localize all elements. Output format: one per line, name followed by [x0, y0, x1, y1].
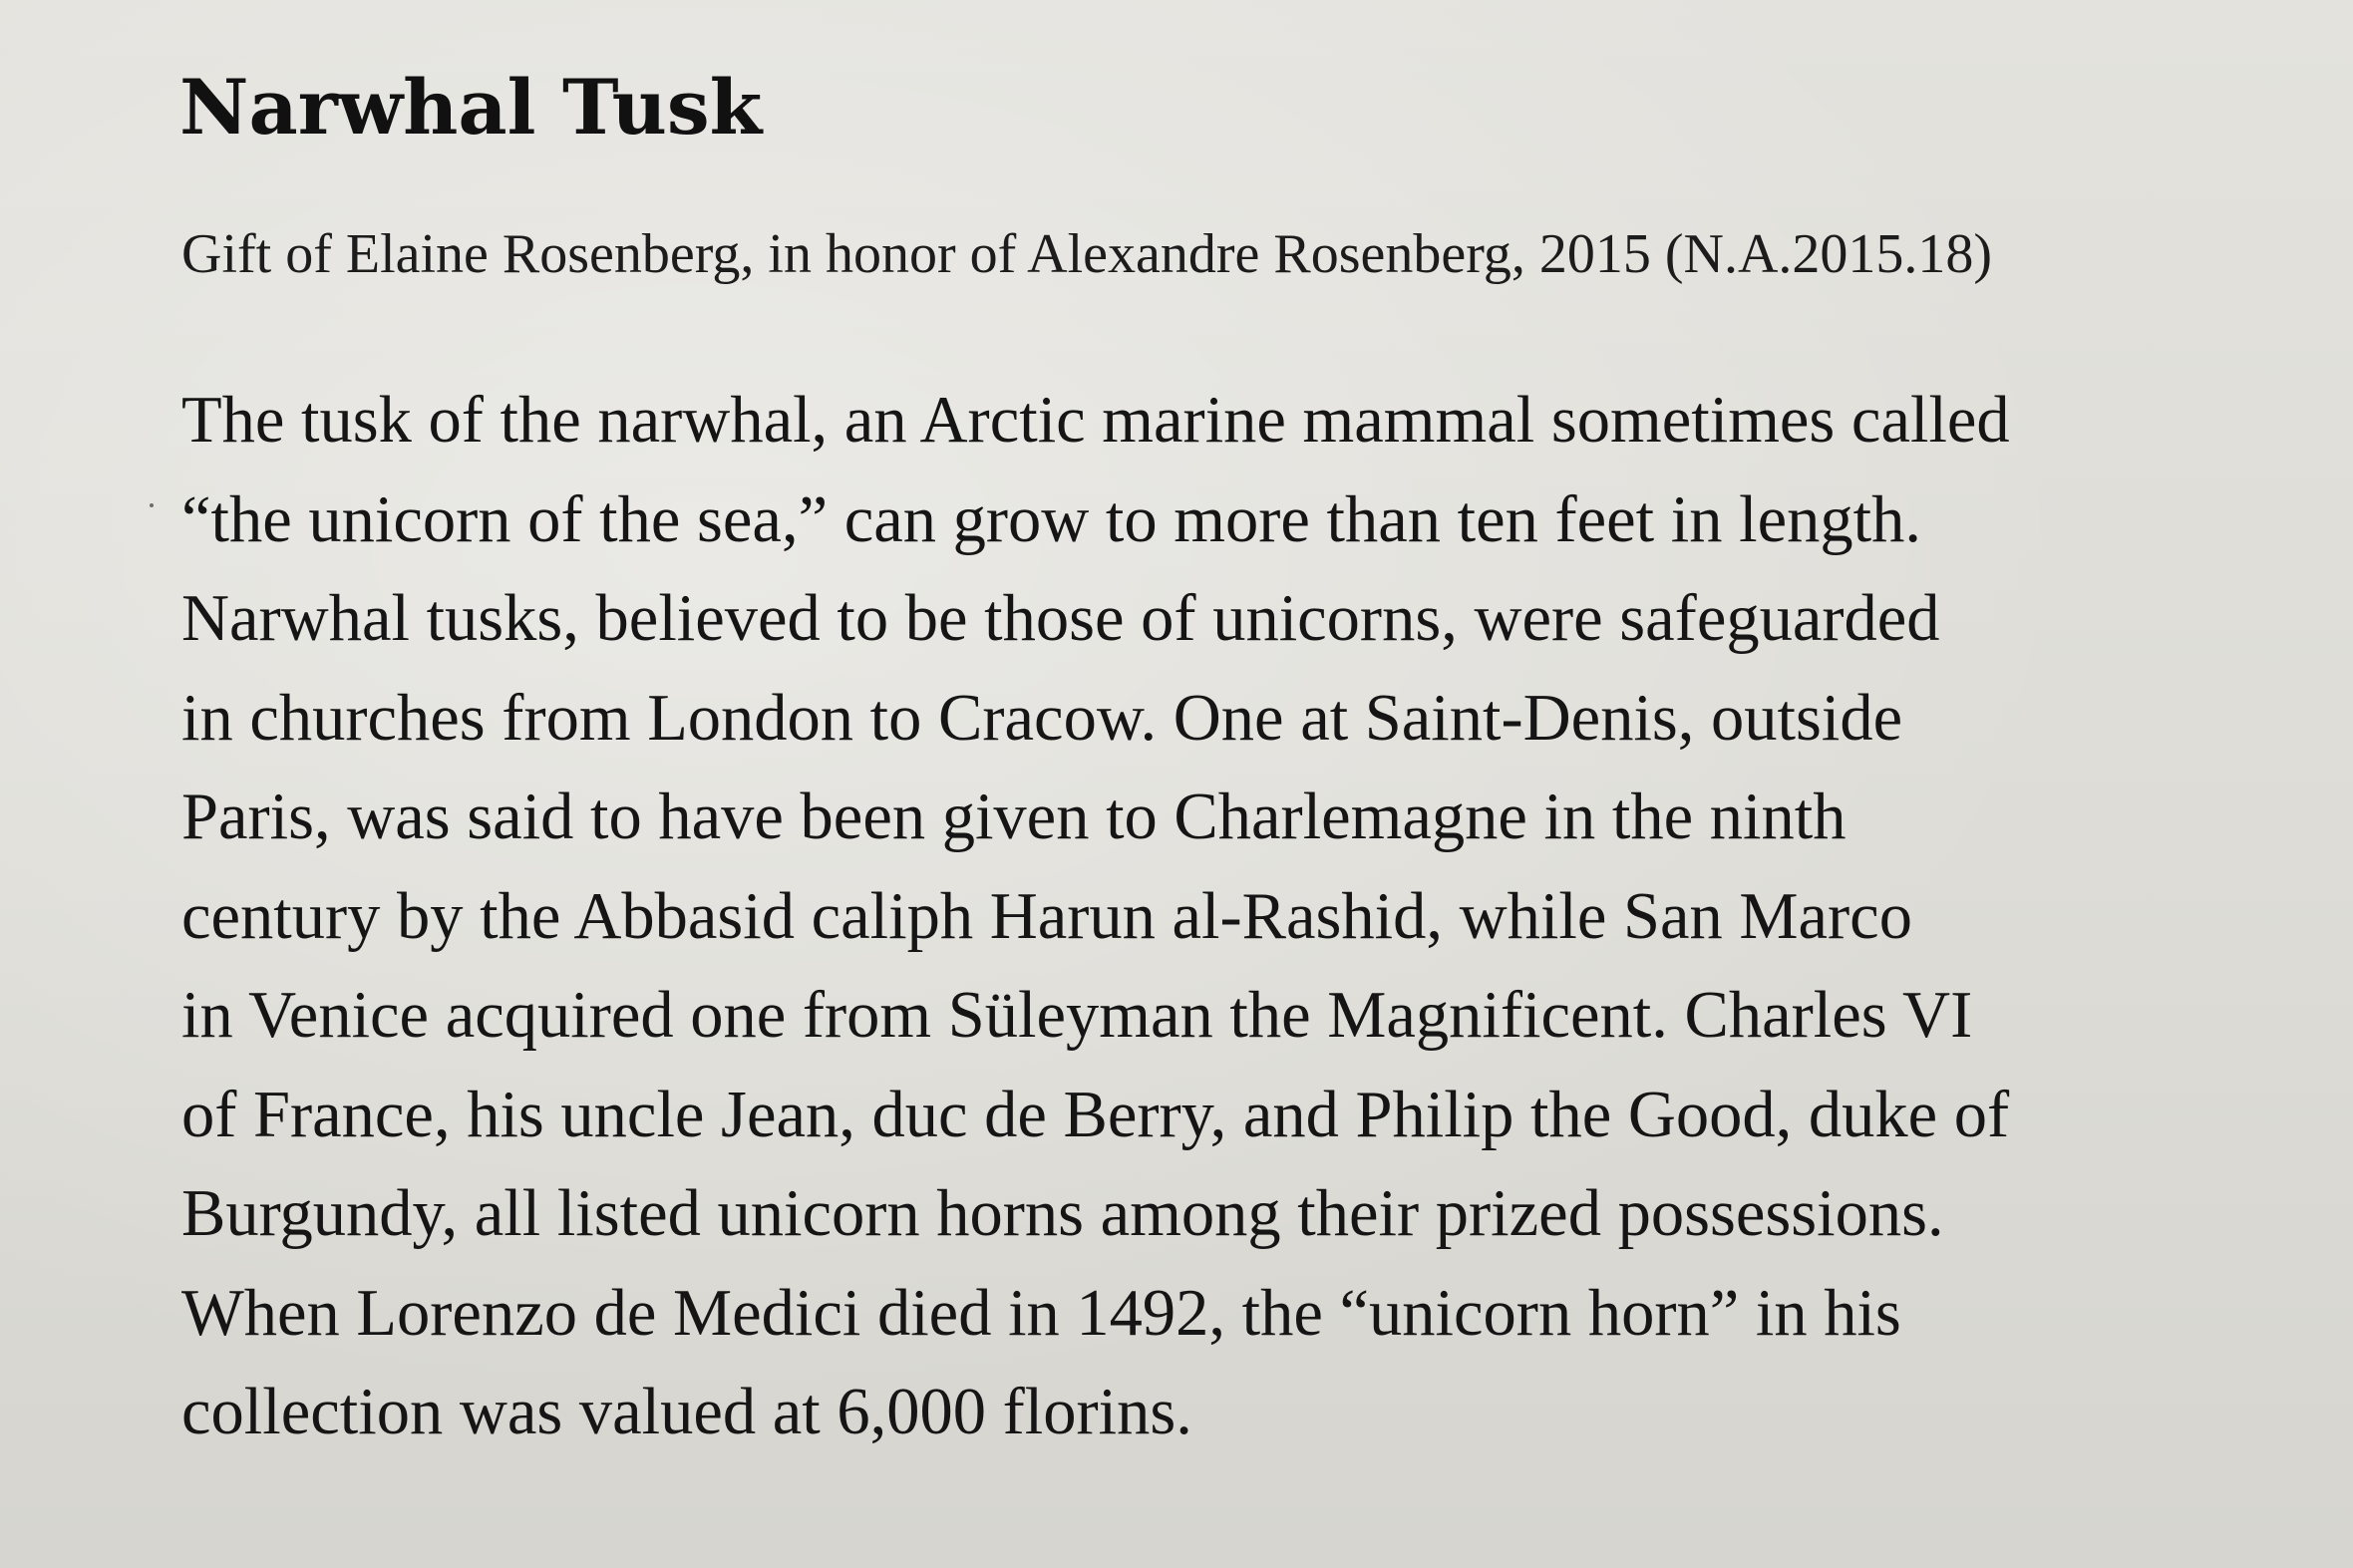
body-line: Burgundy, all listed unicorn horns among their prized possessions. [181, 1177, 1944, 1250]
label-body-text [181, 371, 2275, 1462]
credit-line: Gift of Elaine Rosenberg, in honor of Alexandre Rosenberg, 2015 (N.A.2015.18) [181, 223, 1993, 285]
body-line: in Venice acquired one from Süleyman the Magnificent. Charles VI [181, 979, 1973, 1052]
body-line: “the unicorn of the sea,” can grow to more than ten feet in length. [181, 482, 1921, 556]
dust-speck [150, 503, 154, 507]
body-line: Paris, was said to have been given to Charlemagne in the ninth [181, 781, 1847, 853]
body-line: The tusk of the narwhal, an Arctic marine mammal sometimes called [181, 384, 2010, 457]
body-line: in churches from London to Cracow. One at Saint-Denis, outside [181, 681, 1903, 755]
body-line: Narwhal tusks, believed to be those of unicorns, were safeguarded [181, 582, 1940, 655]
label-title: Narwhal Tusk [179, 63, 763, 152]
body-line: of France, his uncle Jean, duc de Berry, and Philip the Good, duke of [181, 1078, 2010, 1151]
body-line: century by the Abbasid caliph Harun al-Rashid, while San Marco [181, 879, 1912, 953]
body-line: When Lorenzo de Medici died in 1492, the “unicorn horn” in his [181, 1276, 1901, 1350]
body-line: collection was valued at 6,000 florins. [181, 1376, 1192, 1448]
